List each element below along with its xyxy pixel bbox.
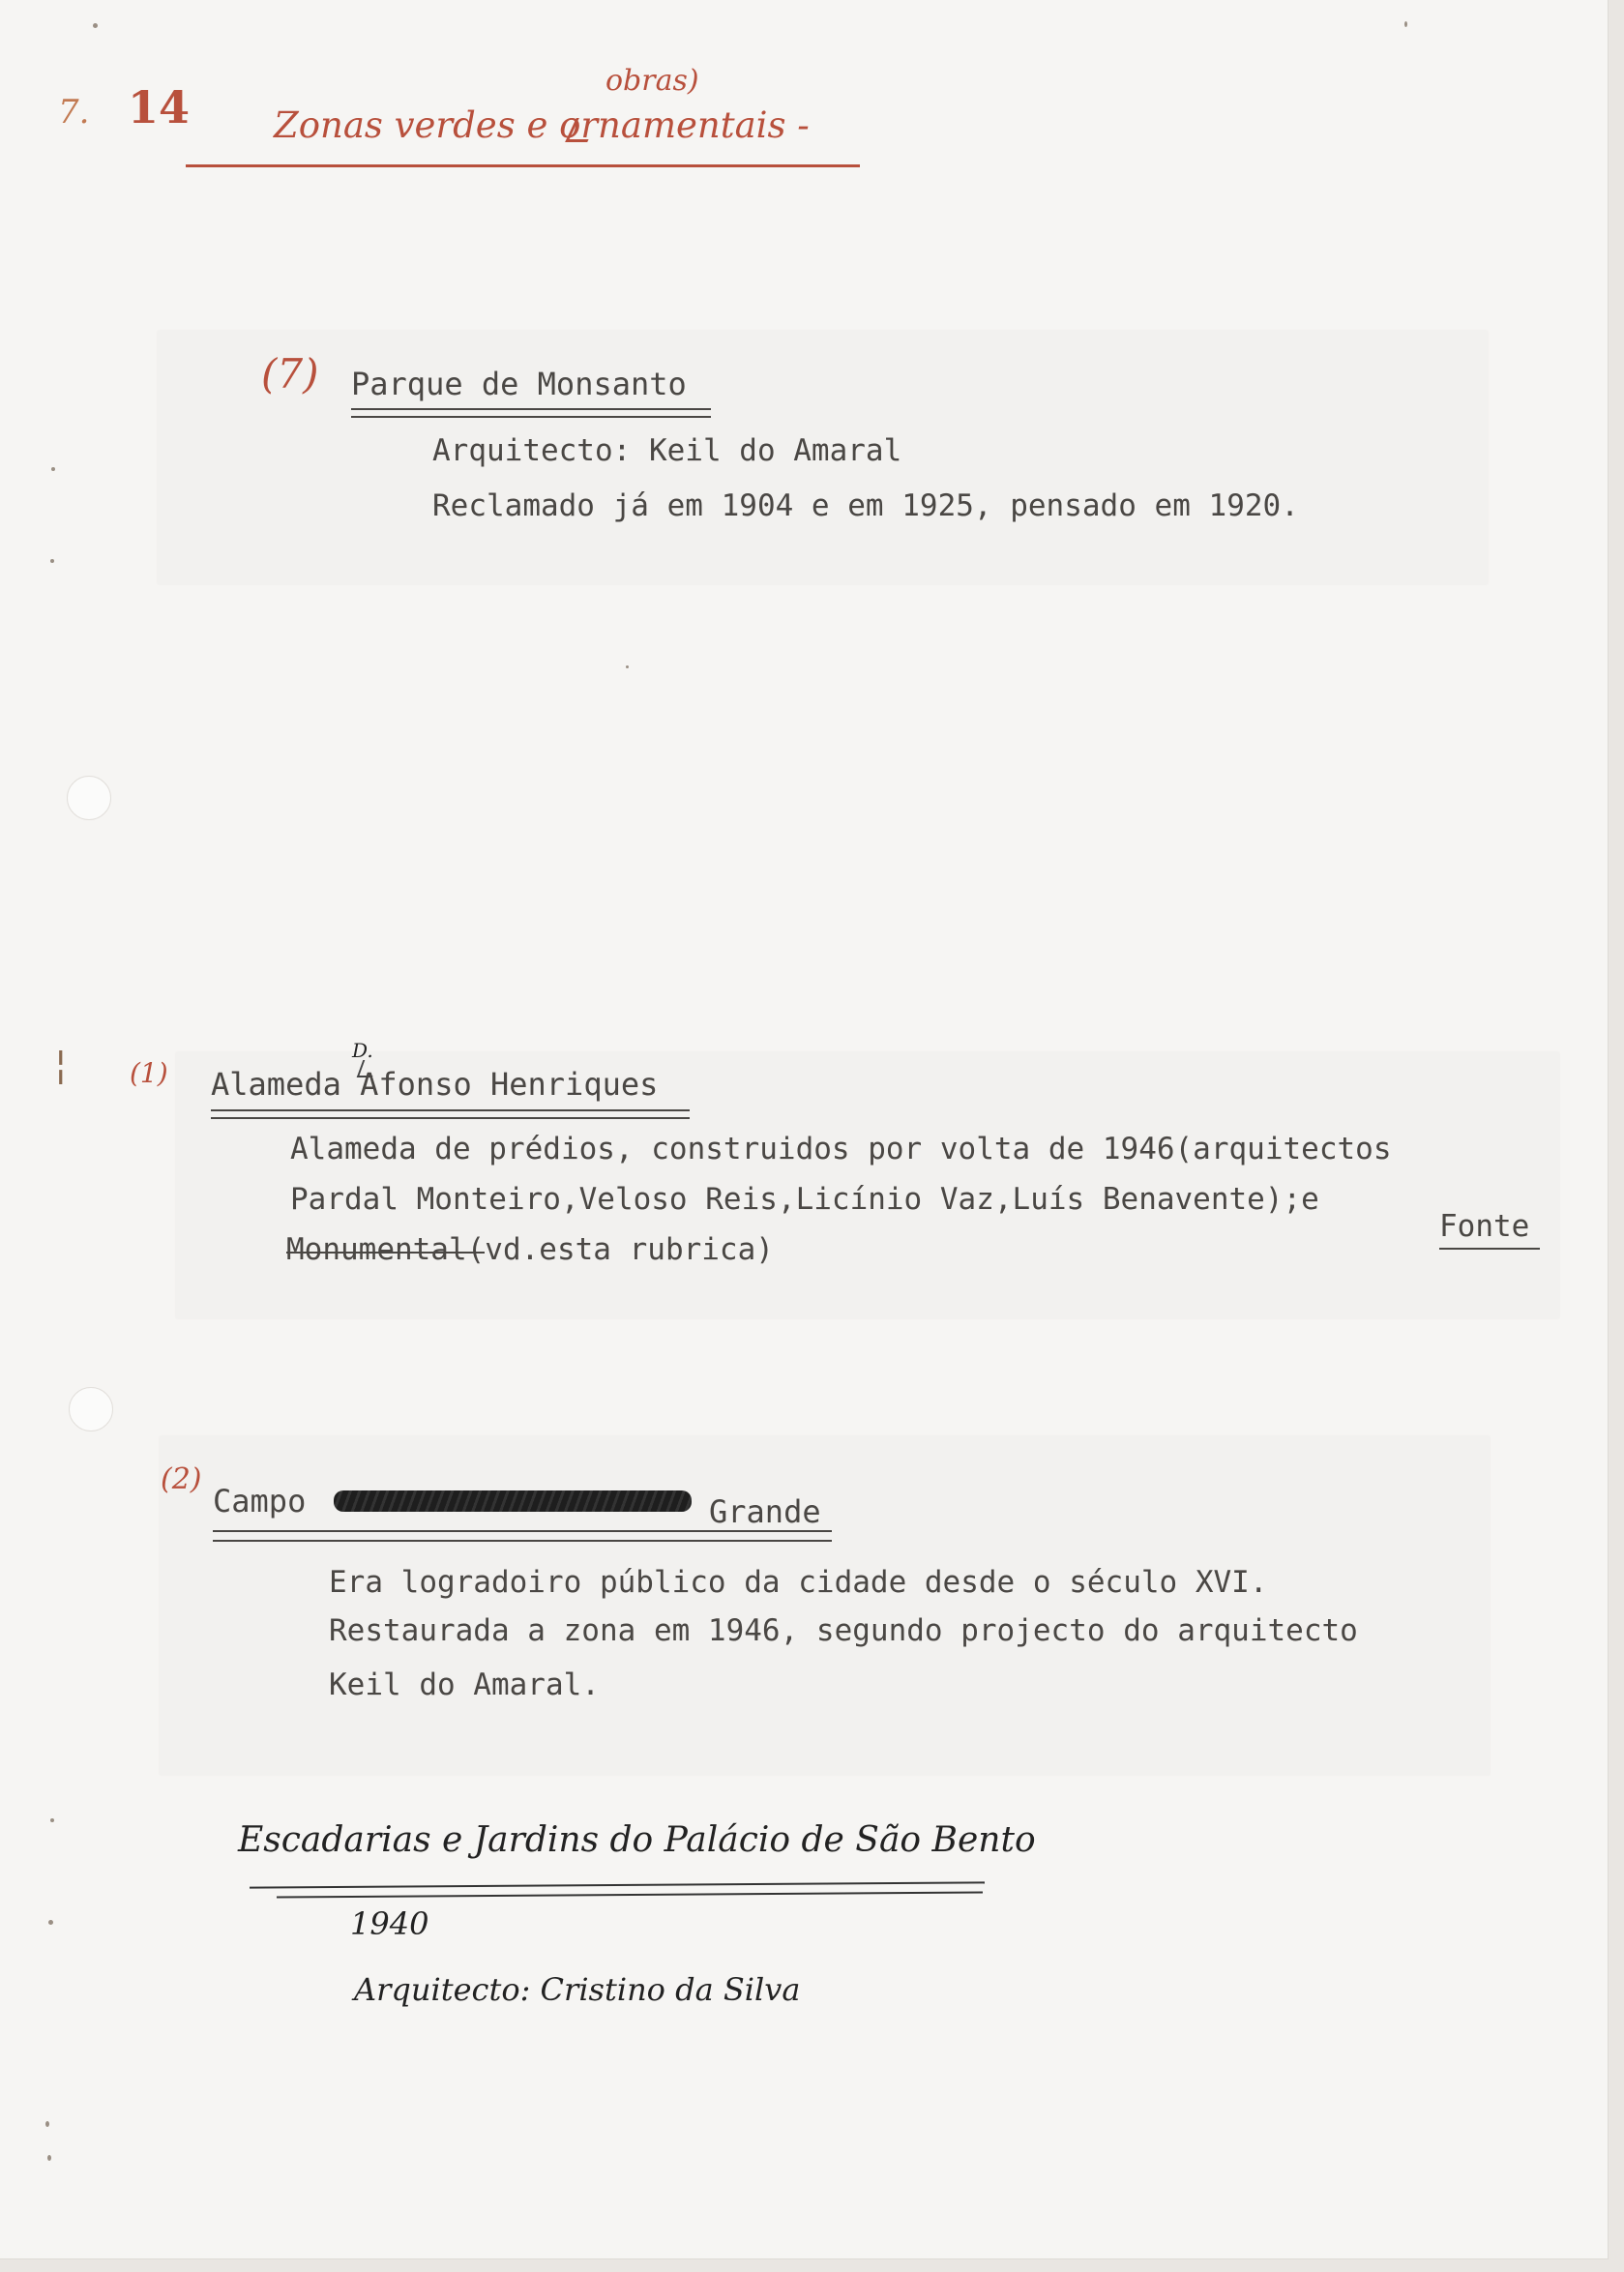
entry-line: Pardal Monteiro,Veloso Reis,Licínio Vaz,Luís Benavente);e: [290, 1182, 1319, 1217]
entry-link-word: Monumental: [286, 1232, 467, 1267]
title-underline: [211, 1109, 690, 1111]
title-underline: [351, 416, 711, 418]
entry-year: 1940: [350, 1905, 429, 1942]
margin-tick: ¦: [54, 1043, 68, 1087]
header-insertion: obras): [605, 64, 699, 98]
entry-line: Era logradoiro público da cidade desde o século XVI.: [329, 1565, 1268, 1600]
word-underline: [286, 1252, 485, 1254]
header-underline: [186, 164, 860, 167]
entry-link-word: Fonte: [1439, 1209, 1530, 1244]
title-underline: [211, 1117, 690, 1119]
entry-line: Arquitecto: Keil do Amaral: [432, 433, 902, 468]
title-underline: [213, 1540, 832, 1542]
entry-number: (2): [161, 1462, 202, 1496]
redaction-scribble: [334, 1490, 692, 1512]
word-underline: [1439, 1248, 1540, 1250]
title-underline: [250, 1881, 985, 1888]
entry-line: [286, 1232, 774, 1267]
entry-title: Parque de Monsanto: [351, 366, 687, 402]
entry-title-end: Grande: [709, 1493, 821, 1530]
header-number: 14: [128, 81, 191, 133]
entry-line: Alameda de prédios, construidos por volta de 1946(arquitectos: [290, 1132, 1392, 1166]
entry-number: (7): [261, 350, 319, 398]
title-underline: [277, 1891, 983, 1898]
entry-title-start: Campo: [213, 1483, 307, 1520]
header-title: Zonas verdes e ornamentais -: [274, 104, 810, 146]
entry-line: Reclamado já em 1904 e em 1925, pensado em 1920.: [432, 488, 1299, 523]
title-underline: [213, 1530, 832, 1532]
entry-title: Alameda Afonso Henriques: [211, 1066, 659, 1103]
punch-hole: [69, 1387, 113, 1431]
entry-architect: Arquitecto: Cristino da Silva: [354, 1971, 801, 2008]
header-mark: 7.: [58, 93, 90, 132]
punch-hole: [67, 776, 111, 820]
entry-insertion: D.: [352, 1039, 373, 1062]
entry-line: Restaurada a zona em 1946, segundo projecto do arquitecto: [329, 1613, 1358, 1648]
entry-number: (1): [130, 1057, 168, 1089]
pasted-strip-campo-grande: [160, 1436, 1490, 1775]
entry-title: Escadarias e Jardins do Palácio de São Bento: [238, 1820, 1036, 1860]
entry-line-tail: (vd.esta rubrica): [466, 1232, 774, 1267]
entry-line: Keil do Amaral.: [329, 1667, 600, 1702]
title-underline: [351, 408, 711, 410]
